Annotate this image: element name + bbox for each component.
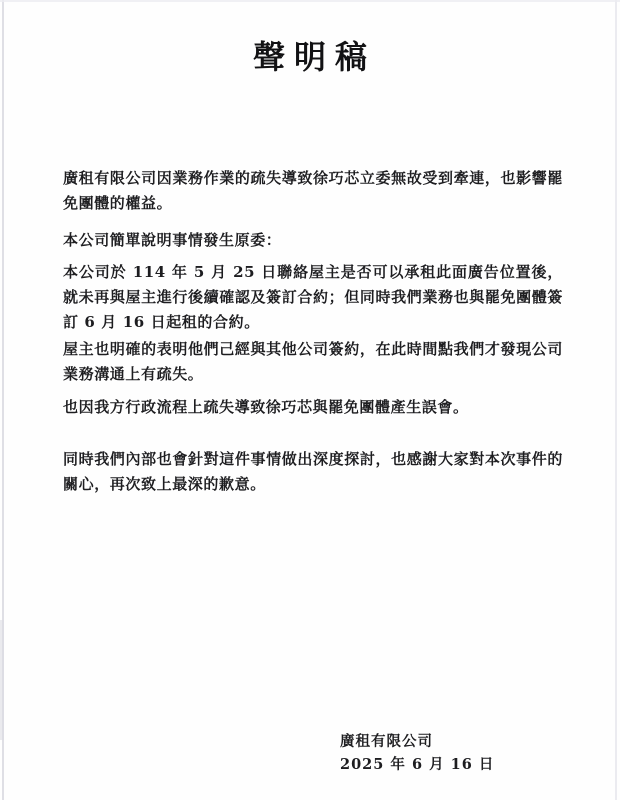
statement-paragraph-timeline: 本公司於 114 年 5 月 25 日聯絡屋主是否可以承租此面廣告位置後，就未再與屋主進行後續確認及簽訂合約；但同時我們業務也與罷免團體簽訂 6 月 16 日起租的合約。 bbox=[63, 263, 563, 331]
signature-date: 2025 年 6 月 16 日 bbox=[340, 756, 495, 773]
statement-paragraph-explain-lead: 本公司簡單說明事情發生原委： bbox=[63, 231, 282, 249]
signature-block bbox=[340, 730, 494, 776]
paper-top-edge bbox=[0, 0, 620, 2]
paper-bottom-left-edge bbox=[0, 620, 4, 740]
document-title: 聲明稿 bbox=[252, 38, 376, 76]
statement-paragraph-apology: 同時我們內部也會針對這件事情做出深度探討，也感謝大家對本次事件的關心，再次致上最深的歉意。 bbox=[63, 450, 563, 493]
statement-paragraph-misunderstanding: 也因我方行政流程上疏失導致徐巧芯與罷免團體產生誤會。 bbox=[63, 398, 469, 416]
signature-company: 廣租有限公司 bbox=[340, 733, 433, 750]
statement-paragraph-intro: 廣租有限公司因業務作業的疏失導致徐巧芯立委無故受到牽連，也影響罷免團體的權益。 bbox=[63, 169, 563, 212]
paper-right-edge bbox=[615, 0, 617, 800]
statement-body bbox=[63, 166, 563, 497]
statement-paragraph-landlord: 屋主也明確的表明他們己經與其他公司簽約，在此時間點我們才發現公司業務溝通上有疏失。 bbox=[63, 340, 563, 383]
